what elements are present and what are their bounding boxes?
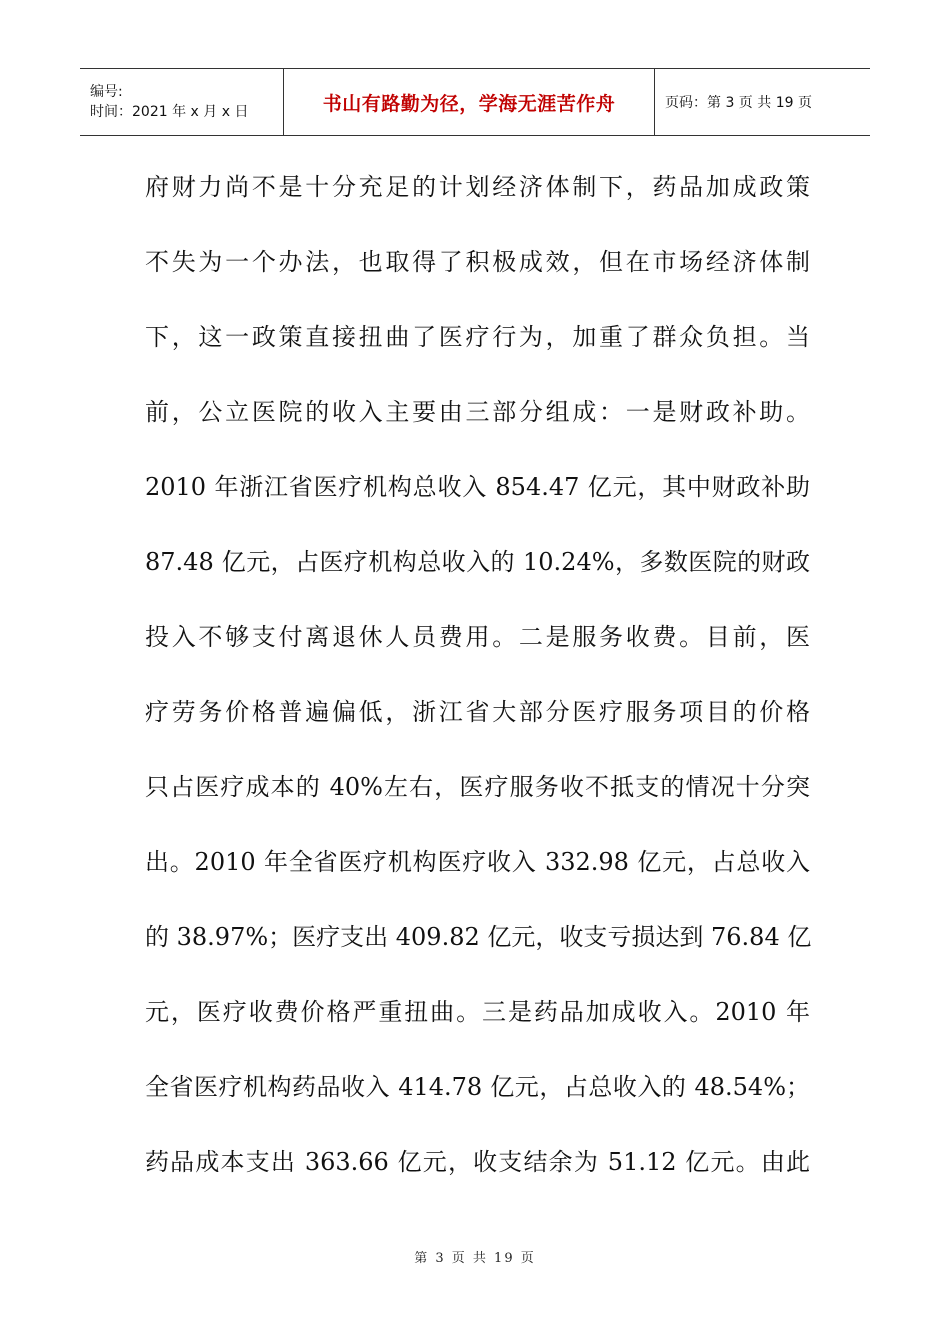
body-line: 只占医疗成本的 40%左右，医疗服务收不抵支的情况十分突 — [145, 773, 810, 801]
header-page-info — [655, 69, 870, 135]
body-line: 不失为一个办法，也取得了积极成效，但在市场经济体制 — [145, 248, 810, 276]
document-time-label: 时间：2021 年 x 月 x 日 — [90, 104, 249, 120]
body-line: 的 38.97%；医疗支出 409.82 亿元，收支亏损达到 76.84 亿 — [145, 923, 812, 951]
document-body — [145, 150, 810, 1200]
body-line: 下，这一政策直接扭曲了医疗行为，加重了群众负担。当 — [145, 323, 810, 351]
motto-text: 书山有路勤为径，学海无涯苦作舟 — [322, 92, 616, 115]
body-line: 全省医疗机构药品收入 414.78 亿元，占总收入的 48.54%； — [145, 1073, 810, 1101]
page-footer — [0, 1247, 950, 1266]
body-line: 投入不够支付离退休人员费用。二是服务收费。目前，医 — [145, 623, 810, 651]
footer-page-number: 第 3 页 共 19 页 — [414, 1251, 536, 1266]
body-line: 前，公立医院的收入主要由三部分组成：一是财政补助。 — [145, 398, 810, 426]
body-line: 药品成本支出 363.66 亿元，收支结余为 51.12 亿元。由此 — [145, 1148, 810, 1176]
header-meta — [80, 69, 283, 135]
page-info-text: 页码：第 3 页 共 19 页 — [665, 95, 812, 111]
page-header — [80, 68, 870, 136]
document-number-label: 编号: — [90, 84, 123, 100]
body-line: 出。2010 年全省医疗机构医疗收入 332.98 亿元，占总收入 — [145, 848, 810, 876]
body-line: 府财力尚不是十分充足的计划经济体制下，药品加成政策 — [145, 173, 810, 201]
body-line: 2010 年浙江省医疗机构总收入 854.47 亿元，其中财政补助 — [145, 473, 810, 501]
body-line: 87.48 亿元，占医疗机构总收入的 10.24%，多数医院的财政 — [145, 548, 810, 576]
header-motto — [283, 69, 655, 135]
body-line: 元，医疗收费价格严重扭曲。三是药品加成收入。2010 年 — [145, 998, 810, 1026]
body-line: 疗劳务价格普遍偏低，浙江省大部分医疗服务项目的价格 — [145, 698, 810, 726]
